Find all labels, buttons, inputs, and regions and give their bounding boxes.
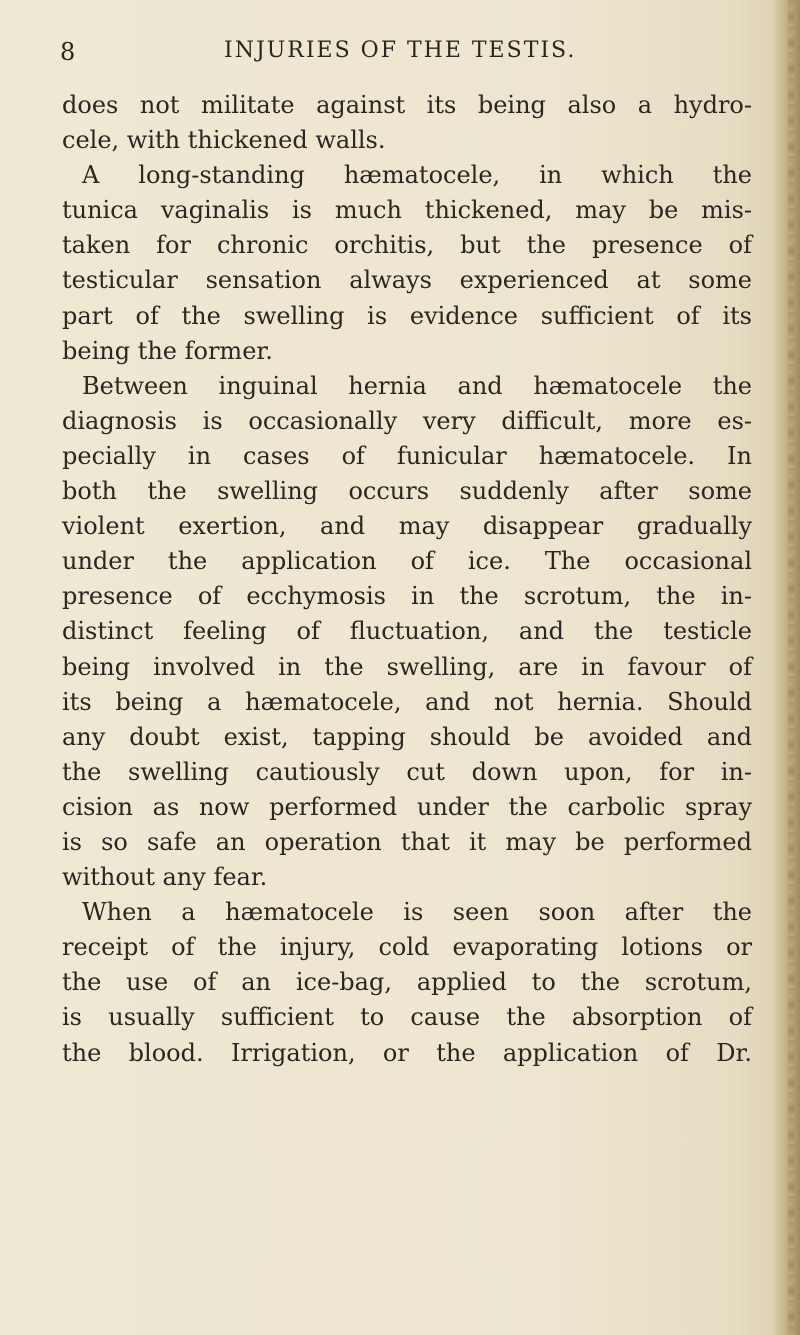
text-line: the use of an ice-bag, applied to the scrotum, — [62, 968, 752, 997]
text-line: both the swelling occurs suddenly after some — [62, 477, 752, 506]
text-line: When a hæmatocele is seen soon after the — [82, 898, 752, 927]
text-line: any doubt exist, tapping should be avoided and — [62, 722, 752, 751]
text-line: A long-standing hæmatocele, in which the — [82, 161, 752, 190]
text-line: its being a hæmatocele, and not hernia. Should — [62, 687, 752, 716]
text-line: being the former. — [62, 336, 273, 365]
text-line: taken for chronic orchitis, but the presence of — [62, 231, 752, 260]
text-line: does not militate against its being also a hydro- — [62, 91, 752, 119]
text-line: cision as now performed under the carbolic spray — [62, 792, 752, 821]
text-line: is so safe an operation that it may be performed — [62, 827, 752, 856]
text-line: without any fear. — [62, 863, 268, 892]
text-line: receipt of the injury, cold evaporating lotions or — [62, 933, 752, 962]
running-head: INJURIES OF THE TESTIS. — [224, 38, 577, 63]
text-line: Between inguinal hernia and hæmatocele the — [82, 371, 752, 400]
text-line: pecially in cases of funicular hæmatocele. In — [62, 441, 752, 470]
body-text — [62, 88, 752, 1071]
text-line: diagnosis is occasionally very difficult, more es- — [62, 406, 752, 435]
text-line: part of the swelling is evidence sufficient of its — [62, 301, 752, 330]
page-number: 8 — [60, 38, 77, 66]
text-line: is usually sufficient to cause the absorption of — [62, 1003, 752, 1032]
text-line: testicular sensation always experienced at some — [62, 266, 752, 295]
page-header — [60, 38, 760, 78]
page-gutter-shadow — [772, 0, 800, 1335]
text-line: presence of ecchymosis in the scrotum, the in- — [62, 582, 752, 611]
text-line: violent exertion, and may disappear gradually — [62, 512, 752, 541]
text-line: the blood. Irrigation, or the application of Dr. — [62, 1038, 752, 1067]
text-line: cele, with thickened walls. — [62, 126, 386, 155]
text-line: the swelling cautiously cut down upon, for in- — [62, 757, 752, 786]
text-line: distinct feeling of fluctuation, and the testicle — [62, 617, 752, 646]
page-edge — [788, 0, 794, 1335]
text-line: tunica vaginalis is much thickened, may be mis- — [62, 196, 752, 225]
text-line: being involved in the swelling, are in favour of — [62, 652, 752, 681]
text-line: under the application of ice. The occasional — [62, 547, 752, 576]
